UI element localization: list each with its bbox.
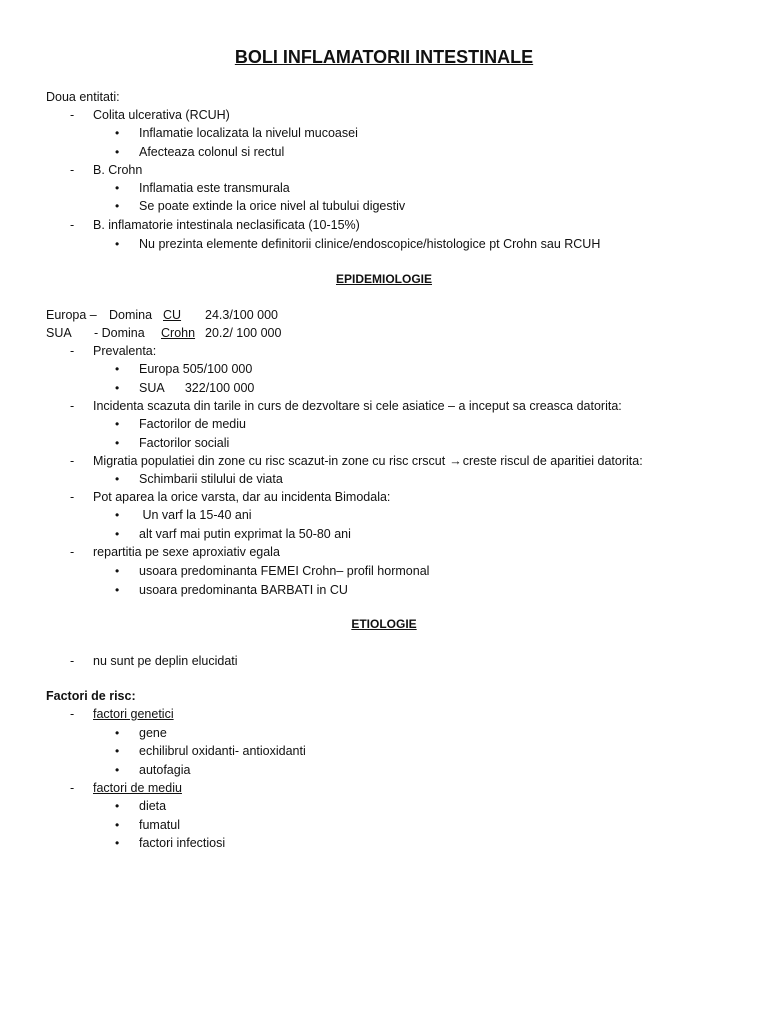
europa-value: 24.3/100 000	[205, 308, 278, 322]
europa-region: Europa –	[46, 308, 97, 322]
intro-item-crohn: B. Crohn	[93, 163, 143, 177]
bullet-marker: •	[115, 818, 120, 832]
section-heading-epidemiologie: EPIDEMIOLOGIE	[335, 272, 432, 286]
epi-sub: Un varf la 15-40 ani	[139, 508, 252, 522]
epi-sub: Europa 505/100 000	[139, 362, 253, 376]
epi-item-repartitia: repartitia pe sexe aproxiativ egala	[93, 545, 280, 559]
intro-sub: Nu prezinta elemente definitorii clinice/endoscopice/histologice pt Crohn sau RCUH	[139, 237, 601, 251]
intro-sub: Inflamatie localizata la nivelul mucoasei	[139, 126, 358, 140]
epi-item-prevalenta: Prevalenta:	[93, 344, 157, 358]
migratia-text-after: creste riscul de aparitiei datorita:	[462, 454, 643, 468]
bullet-marker: •	[115, 362, 120, 376]
bullet-marker: •	[115, 508, 120, 522]
bullet-marker: •	[115, 564, 120, 578]
bullet-marker: •	[115, 763, 120, 777]
dash-marker: -	[70, 781, 75, 795]
sua-region: SUA	[46, 326, 72, 340]
dash-marker: -	[70, 163, 75, 177]
arrow-right-icon: →	[449, 454, 462, 468]
epi-sub: Factorilor sociali	[139, 436, 230, 450]
epi-sub: Schimbarii stilului de viata	[139, 472, 283, 486]
dash-marker: -	[70, 707, 75, 721]
factori-group-genetici: factori genetici	[93, 707, 174, 721]
bullet-marker: •	[115, 126, 120, 140]
factori-sub: dieta	[139, 799, 167, 813]
bullet-marker: •	[115, 417, 120, 431]
epi-sub: usoara predominanta FEMEI Crohn– profil hormonal	[139, 564, 430, 578]
intro-sub: Se poate extinde la orice nivel al tubului digestiv	[139, 199, 406, 213]
etiologie-item: nu sunt pe deplin elucidati	[93, 654, 238, 668]
bullet-marker: •	[115, 145, 120, 159]
factori-group-mediu: factori de mediu	[93, 781, 182, 795]
bullet-marker: •	[115, 836, 120, 850]
sua-label: - Domina	[94, 326, 145, 340]
bullet-marker: •	[115, 472, 120, 486]
dash-marker: -	[70, 399, 75, 413]
epi-sub: SUA 322/100 000	[139, 381, 255, 395]
intro-item-rcuh: Colita ulcerativa (RCUH)	[93, 108, 230, 122]
bullet-marker: •	[115, 199, 120, 213]
bullet-marker: •	[115, 744, 120, 758]
epi-item-incidenta: Incidenta scazuta din tarile in curs de dezvoltare si cele asiatice – a inceput sa creasca datorita:	[93, 399, 622, 413]
factori-sub: echilibrul oxidanti- antioxidanti	[139, 744, 306, 758]
epi-item-varsta: Pot aparea la orice varsta, dar au incidenta Bimodala:	[93, 490, 391, 504]
bullet-marker: •	[115, 799, 120, 813]
document-title: BOLI INFLAMATORII INTESTINALE	[234, 47, 534, 67]
factori-sub: gene	[139, 726, 167, 740]
migratia-text: Migratia populatiei din zone cu risc scazut-in zone cu risc crscut	[93, 454, 446, 468]
bullet-marker: •	[115, 583, 120, 597]
sua-value: 20.2/ 100 000	[205, 326, 282, 340]
bullet-marker: •	[115, 726, 120, 740]
intro-sub: Inflamatia este transmurala	[139, 181, 290, 195]
epi-sub: alt varf mai putin exprimat la 50-80 ani	[139, 527, 351, 541]
epi-sub: Factorilor de mediu	[139, 417, 246, 431]
dash-marker: -	[70, 545, 75, 559]
section-heading-etiologie: ETIOLOGIE	[351, 617, 417, 631]
factori-heading: Factori de risc:	[46, 689, 136, 703]
dash-marker: -	[70, 454, 75, 468]
epi-sub: usoara predominanta BARBATI in CU	[139, 583, 348, 597]
dash-marker: -	[70, 654, 75, 668]
europa-label: Domina	[109, 308, 153, 322]
bullet-marker: •	[115, 181, 120, 195]
factori-sub: fumatul	[139, 818, 180, 832]
dash-marker: -	[70, 344, 75, 358]
bullet-marker: •	[115, 381, 120, 395]
sua-disease: Crohn	[161, 326, 196, 340]
intro-sub: Afecteaza colonul si rectul	[139, 145, 285, 159]
bullet-marker: •	[115, 436, 120, 450]
dash-marker: -	[70, 218, 75, 232]
dash-marker: -	[70, 108, 75, 122]
bullet-marker: •	[115, 527, 120, 541]
bullet-marker: •	[115, 237, 120, 251]
intro-item-neclasificata: B. inflamatorie intestinala neclasificata (10-15%)	[93, 218, 360, 232]
dash-marker: -	[70, 490, 75, 504]
factori-sub: autofagia	[139, 763, 191, 777]
intro-heading: Doua entitati:	[46, 90, 120, 104]
europa-disease: CU	[163, 308, 182, 322]
epi-item-migratia	[93, 453, 643, 469]
factori-sub: factori infectiosi	[139, 836, 226, 850]
